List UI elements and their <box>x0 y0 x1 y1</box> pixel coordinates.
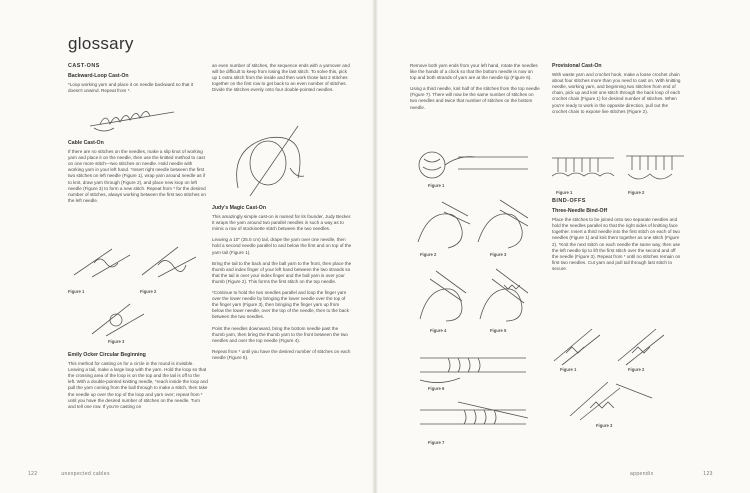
judy-text-6: Repeat from * until you have the desired number of stitches on each needle (Figure 5). <box>212 348 351 360</box>
backward-loop-text: *Loop working yarn and place it on needle backward so that it doesn't unwind. Repeat from *. <box>68 82 194 94</box>
ocker-title: Emily Ocker Circular Beginning <box>68 352 146 358</box>
provisional-figure-1-illustration <box>548 150 618 190</box>
provisional-figure-2-illustration <box>622 150 688 190</box>
left-folio <box>28 471 110 477</box>
judy-text-2: Leaving a 10" (25.5 cm) tail, drape the yarn over one needle, then hold a second needle parallel to and below the first and on top of the yarn tail (Figure 1). <box>212 237 352 255</box>
judy-text-3: Bring the tail to the back and the ball yarn to the front, then place the thumb and index finger of your left hand between the two strands so that the tail is over your index finger and the ball yarn is over your thumb (Figure 2). This forms the first stitch on the top needle. <box>212 260 352 284</box>
cable-caston-text: If there are no stitches on the needles, make a slip knot of working yarn and place it on the needle, then use the knitted method to cast on one more stitch—two stitches on needle. Hold needle with working yarn in your left hand. *Insert right needle between the first two stitches on left needle (Figure 1), wrap yarn around needle as if to knit, draw yarn through (Figure 2), and place new loop on left needle (Figure 3) to form a new stitch. Repeat from * for the desired number of stitches, always working between the first two stitches on the left needle. <box>68 149 206 203</box>
three-needle-figure-3-caption: Figure 3 <box>596 423 613 428</box>
judy-figure-2-caption: Figure 2 <box>420 252 437 257</box>
right-page-number: 123 <box>703 471 713 477</box>
ocker-illustration <box>228 118 308 198</box>
judy-text-4: *Continue to hold the two needles parallel and loop the finger yarn over the lower needle by bringing the lower needle over the top of the finger yarn (Figure 3), then bringing the finger yarn up from below the lower needle, over the top of the needle, then to the back between the two needles. <box>212 290 349 320</box>
cable-caston-title: Cable Cast-On <box>68 140 104 146</box>
right-column-1 <box>410 63 540 116</box>
book-gutter <box>372 0 378 493</box>
three-needle-text: Place the stitches to be joined onto two separate needles and hold the needles parallel so that the right sides of knitting face together. Insert a third needle into the first stitch on each of two needles (Figure 1) and knit them together as one stitch (Figure 2). *Knit the next stitch on each needle the same way, then use the left needle tip to lift the first stitch over the second and off the needle (Figure 3). Repeat from * until no stitches remain on first two needles. Cut yarn and pull tail through last stitch to secure. <box>552 217 681 271</box>
judy-figure-1-illustration <box>418 145 530 185</box>
provisional-figure-2-caption: Figure 2 <box>628 190 645 195</box>
judy-figure-7-illustration <box>418 400 530 440</box>
loops-path <box>100 111 150 124</box>
provisional-text: With waste yarn and crochet hook, make a loose crochet chain about four stitches more than you need to cast on. With knitting needle, working yarn, and beginning two stitches from end of chain, pick up and knit one stitch through the back loop of each crochet chain (Figure 1) for desired number of stitches. When you're ready to work in the opposite direction, pull out the crochet chain to expose live stitches (Figure 2). <box>552 72 681 114</box>
left-page-number: 122 <box>28 471 38 477</box>
right-column-3-bindoffs <box>552 198 682 277</box>
bindoffs-heading: BIND-OFFS <box>552 198 586 204</box>
judy-figure-1-caption: Figure 1 <box>428 183 445 188</box>
page-title: glossary <box>68 34 134 53</box>
judy-text-1: This amazingly simple cast-on is named for its founder, Judy Becker. It wraps the yarn around two parallel needles in such a way as to mimic a row of stockinette stitch between the two needles. <box>212 214 352 232</box>
yarn-tail <box>94 128 114 131</box>
cable-figure-2-illustration <box>140 245 198 280</box>
judy-figure-4-caption: Figure 4 <box>430 328 447 333</box>
judy-figure-5-caption: Figure 5 <box>490 328 507 333</box>
right-column-3 <box>552 63 682 120</box>
judy-text-5: Point the needles downward, bring the bottom needle past the thumb yarn, then bring the thumb yarn to the front between the two needles and over the top needle (Figure 4). <box>212 325 348 343</box>
three-needle-figure-3-illustration <box>566 378 656 422</box>
judy-continued-text-1: Remove both yarn ends from your left hand, rotate the needles like the hands of a clock so that the bottom needle is now on top and both strands of yarn are at the needle tip (Figure 6). <box>410 63 538 81</box>
judy-title: Judy's Magic Cast-On <box>212 205 266 211</box>
needle-line <box>90 112 174 126</box>
cable-figure-1-illustration <box>72 245 132 280</box>
ocker-text: This method for casting on for a circle in the round is invisible. Leaving a tail, make a large loop with the yarn. Hold the loop so that the crossing area of the loop is on the top and the tail is off to the left. With a double-pointed knitting needle, *reach inside the loop and pull the yarn coming from the ball through to make a stitch, then take the needle up over the top of the loop and yarn over; repeat from * until you have the desired number of stitches on the needle. Turn and tell one row. If you're casting on <box>68 361 208 409</box>
judy-figure-2-3-illustration <box>412 192 532 252</box>
judy-figure-6-caption: Figure 6 <box>428 386 445 391</box>
left-column-1-cable <box>68 140 208 209</box>
cable-figure-3-caption: Figure 3 <box>108 339 125 344</box>
judy-continued-text-2: Using a third needle, knit half of the stitches from the top needle (Figure 7). There will now be the same number of stitches on two needles and twice that number of stitches on the bottom needle. <box>410 86 540 110</box>
cable-figure-3-illustration <box>90 300 146 338</box>
right-running-title: appendix <box>630 471 654 477</box>
left-running-title: unexpected cables <box>61 471 110 477</box>
judy-figure-3-caption: Figure 3 <box>490 252 507 257</box>
cable-figure-1-caption: Figure 1 <box>68 289 85 294</box>
ocker-continued-text: an even number of stitches, the sequence ends with a yarnover and will be difficult to keep from losing the last stitch. To solve this, pick up 1 extra stitch from the inside and then work those last 2 stitches together on the first row to get back to an even number of stitches. Divide the stitches evenly onto four double-pointed needles. <box>212 63 350 93</box>
backward-loop-title: Backward-Loop Cast-On <box>68 73 129 80</box>
three-needle-title: Three-Needle Bind-Off <box>552 208 608 215</box>
provisional-figure-1-caption: Figure 1 <box>556 190 573 195</box>
three-needle-figure-1-caption: Figure 1 <box>560 367 577 372</box>
right-folio <box>630 471 713 477</box>
left-column-1 <box>68 63 208 99</box>
backward-loop-illustration <box>90 104 176 134</box>
left-column-1-ocker <box>68 352 208 415</box>
provisional-title: Provisional Cast-On <box>552 63 602 69</box>
three-needle-figure-1-2-illustration <box>552 325 676 367</box>
judy-figure-6-illustration <box>418 350 530 386</box>
judy-figure-7-caption: Figure 7 <box>428 440 445 445</box>
left-column-2-judy <box>212 205 352 366</box>
three-needle-figure-2-caption: Figure 2 <box>628 367 645 372</box>
cable-figure-2-caption: Figure 2 <box>140 289 157 294</box>
castons-heading: CAST-ONS <box>68 63 100 69</box>
left-column-2 <box>212 63 352 98</box>
judy-figure-4-5-illustration <box>412 265 532 327</box>
